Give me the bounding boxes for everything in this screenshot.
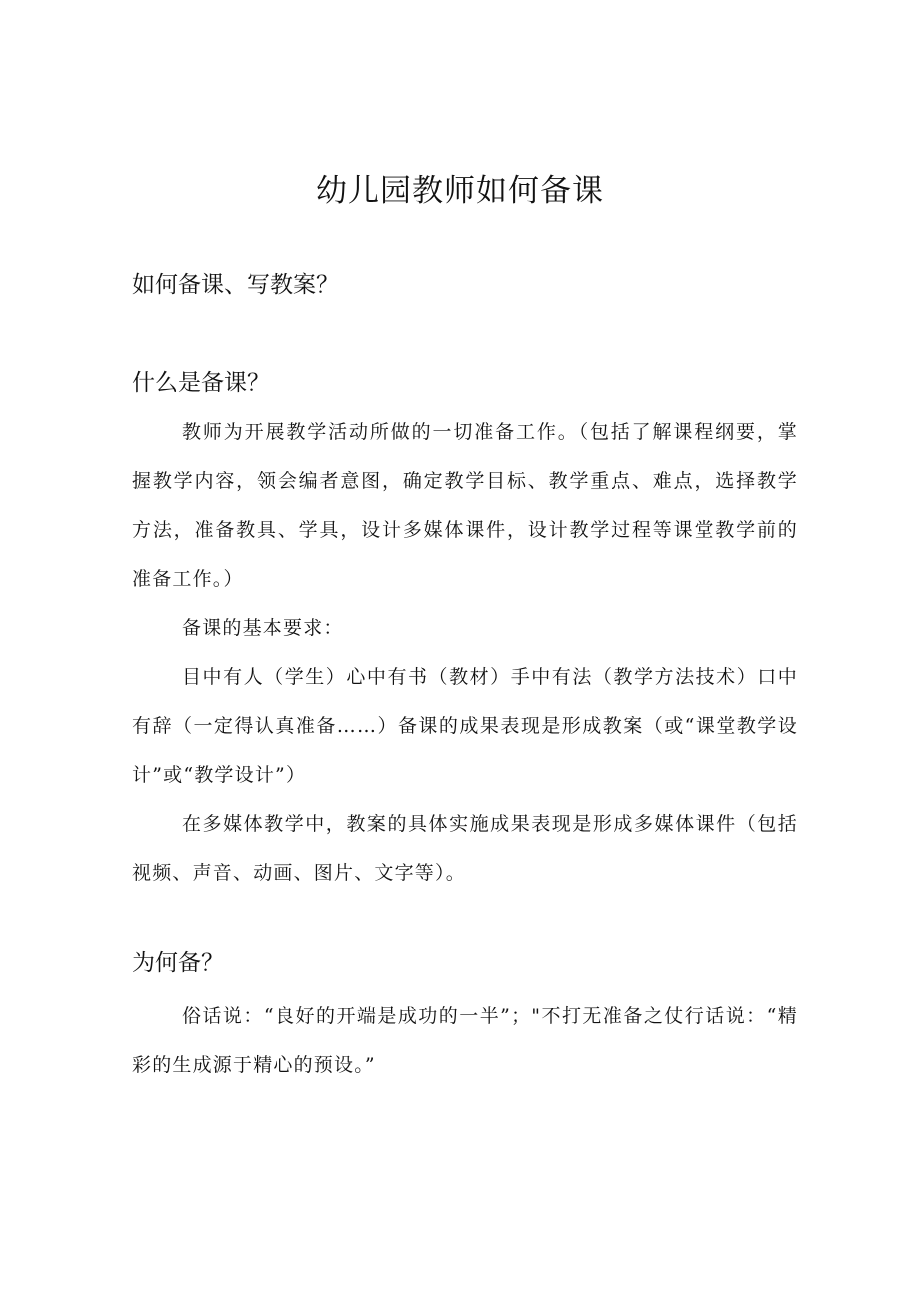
paragraph-multimedia: 在多媒体教学中，教案的具体实施成果表现是形成多媒体课件（包括视频、声音、动画、图片、文字等）。 xyxy=(132,813,798,884)
section-heading-why-prepare: 为何备？ xyxy=(132,950,224,976)
paragraph-definition: 教师为开展教学活动所做的一切准备工作。（包括了解课程纲要，掌握教学内容，领会编者意图，确定教学目标、教学重点、难点，选择教学方法，准备教具、学具，设计多媒体课件，设计教学过程等课堂教学前的准备工作。） xyxy=(132,421,798,590)
section-heading-what-is-lesson-prep: 什么是备课？ xyxy=(132,370,270,396)
paragraph-proverb: 俗话说：“良好的开端是成功的一半”；"不打无准备之仗行话说：“精彩的生成源于精心的预设。” xyxy=(132,1005,798,1076)
paragraph-basic-requirements: 目中有人（学生）心中有书（教材）手中有法（教学方法技术）口中有辞（一定得认真准备……）备课的成果表现是形成教案（或“课堂教学设计”或“教学设计”） xyxy=(132,666,798,786)
section-heading-how-to-prepare: 如何备课、写教案？ xyxy=(132,272,339,298)
paragraph-basic-requirements-label: 备课的基本要求： xyxy=(182,617,344,639)
document-title: 幼儿园教师如何备课 xyxy=(316,173,604,209)
